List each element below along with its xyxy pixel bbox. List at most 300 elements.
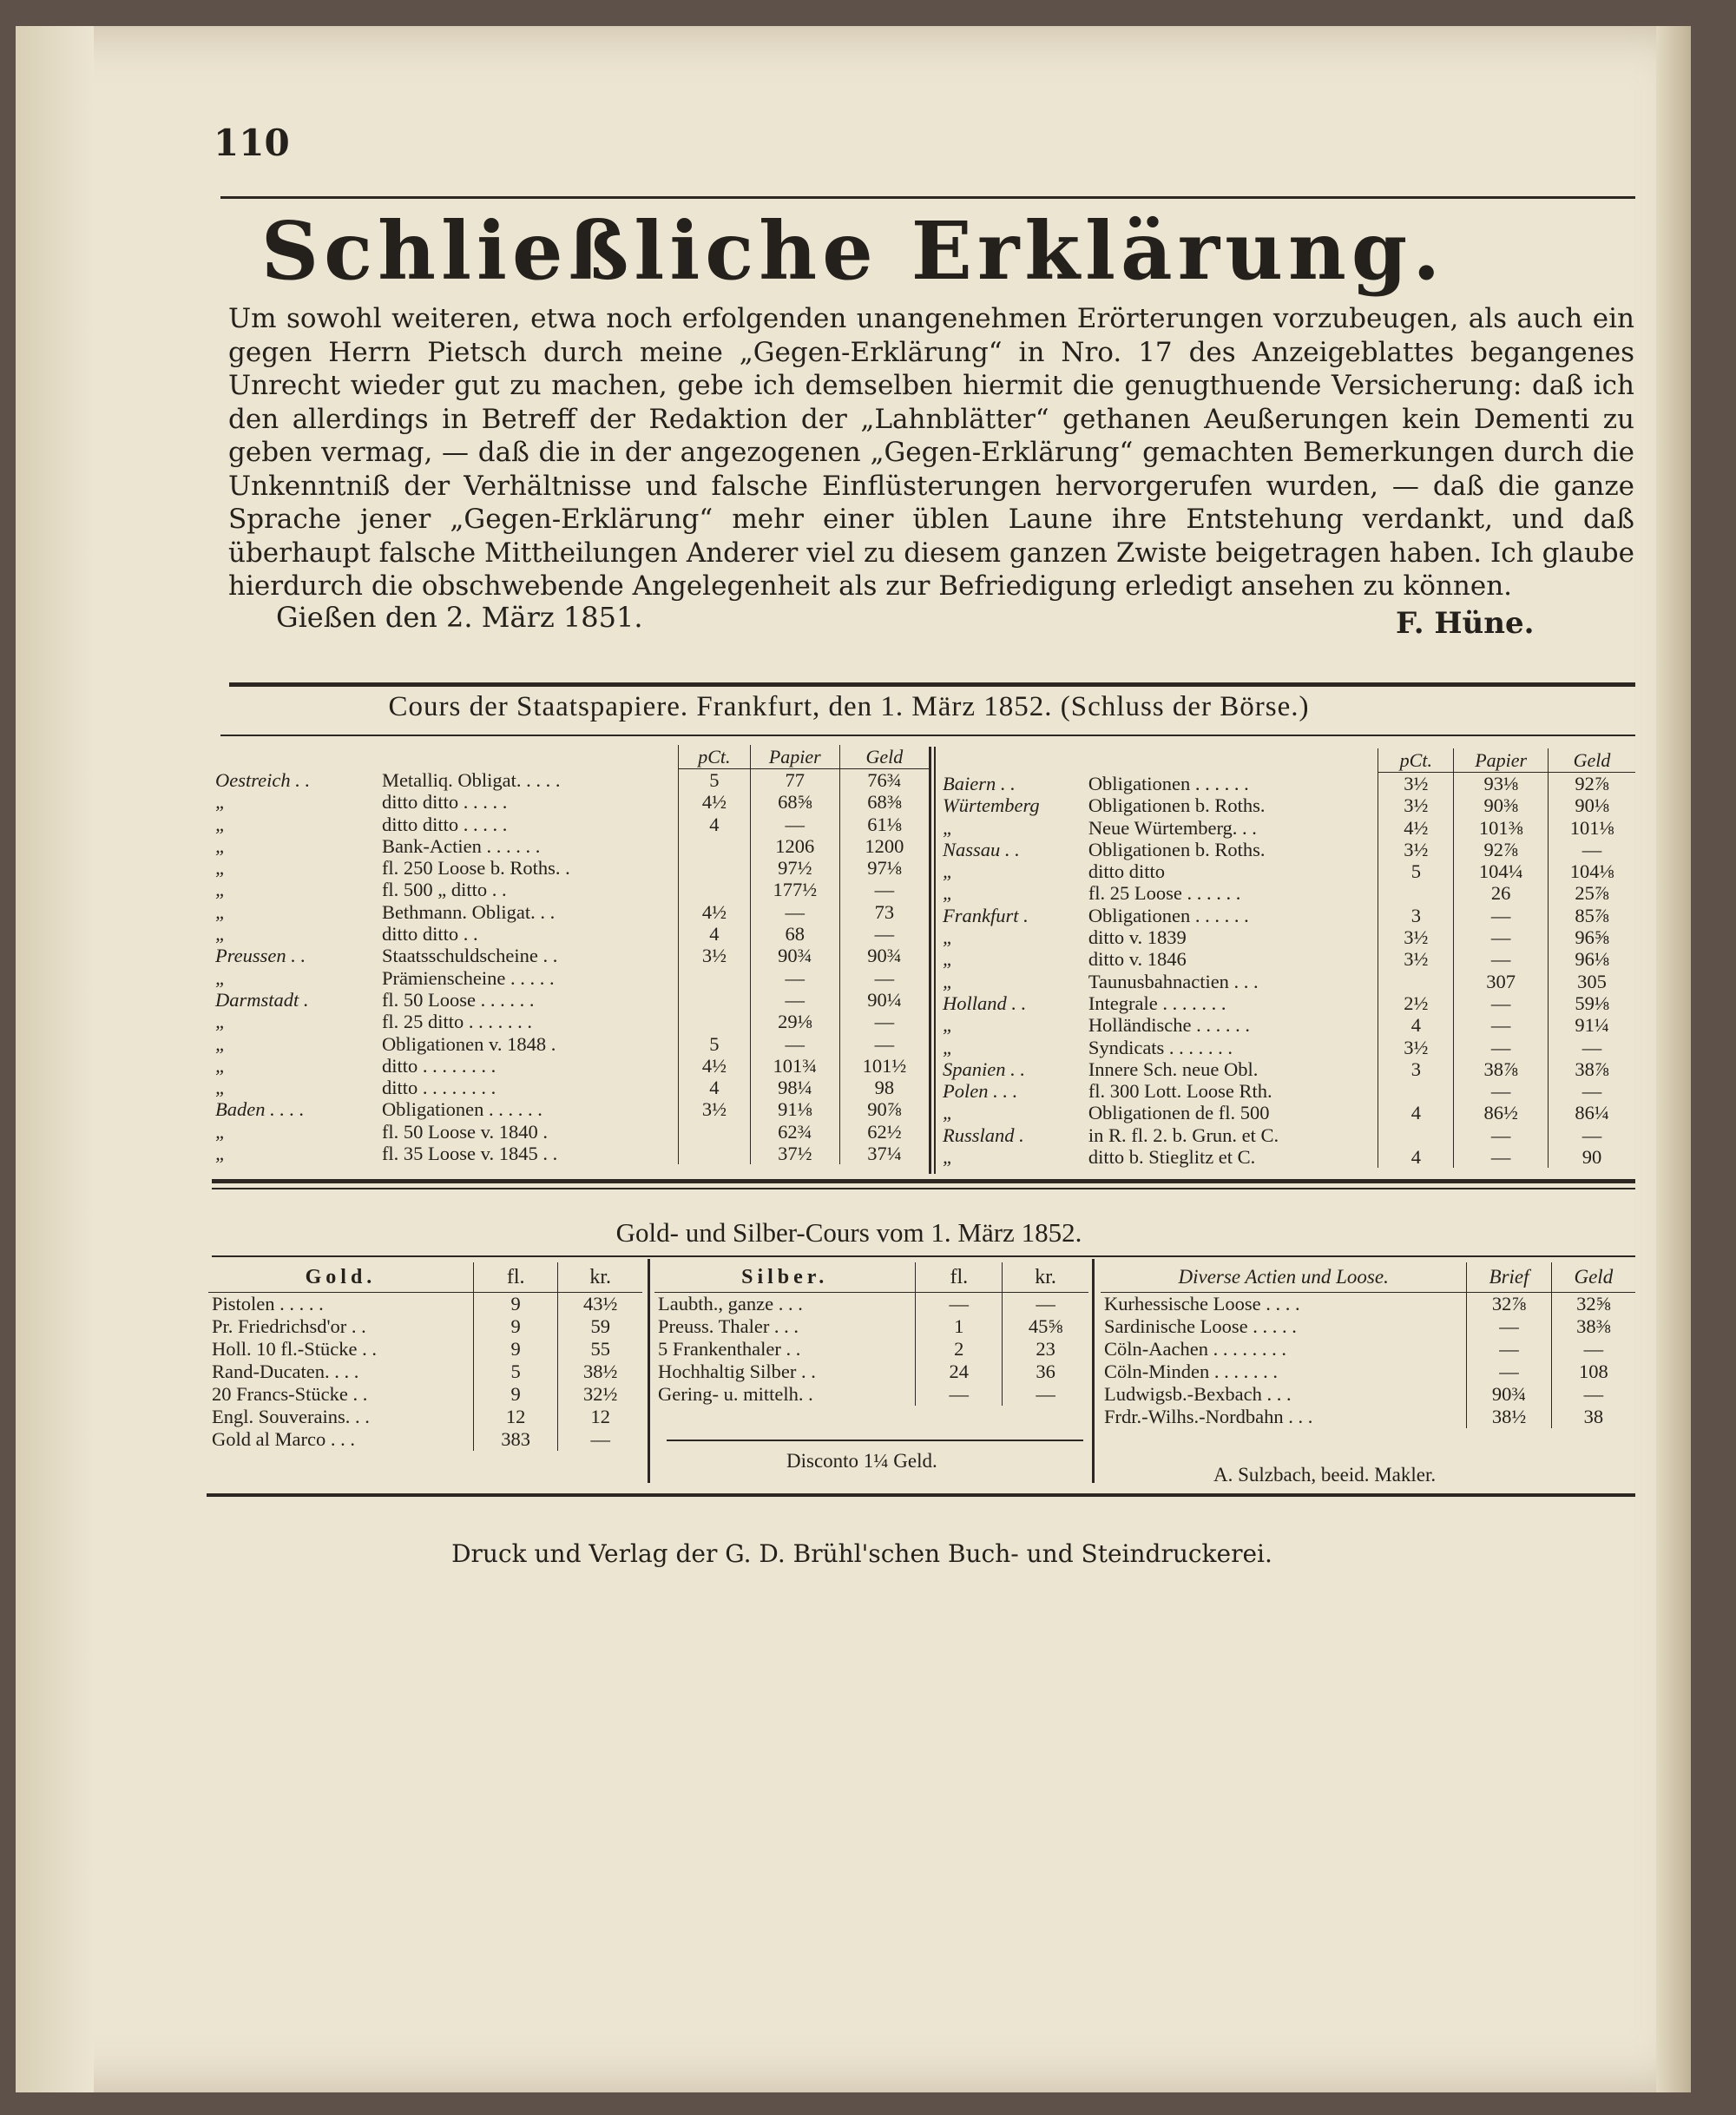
- bond-row-cell: „: [943, 1014, 954, 1037]
- bond-row-cell: ditto ditto: [1088, 860, 1165, 883]
- bond-row-cell: 4: [1378, 1146, 1454, 1168]
- bond-row: [212, 835, 929, 857]
- bond-row-cell: „: [215, 966, 227, 989]
- bond-row: [212, 989, 929, 1011]
- bond-row-cell: „: [215, 1032, 227, 1055]
- bond-row-cell: „: [943, 948, 954, 971]
- silver-row-cell: 2: [916, 1338, 1003, 1361]
- bond-row-cell: 3½: [1378, 773, 1454, 795]
- bond-row-cell: fl. 25 Loose . . . . . .: [1088, 882, 1241, 905]
- gold-row: [208, 1315, 642, 1338]
- silver-row-cell: —: [916, 1383, 1003, 1406]
- silver-row-cell: 36: [1003, 1361, 1088, 1383]
- bond-row-cell: Oestreich . .: [215, 768, 311, 791]
- actien-row: [1101, 1361, 1635, 1383]
- actien-row: [1101, 1383, 1635, 1406]
- bond-row-cell: 92⅞: [1549, 773, 1635, 795]
- gold-row-cell: 20 Francs-Stücke . .: [212, 1383, 368, 1405]
- silver-row: [654, 1293, 1088, 1316]
- bond-row-cell: 3½: [1378, 926, 1454, 948]
- bond-row-cell: [679, 857, 751, 879]
- bond-row: [212, 923, 929, 945]
- gold-row-cell: Rand-Ducaten. . . .: [212, 1361, 359, 1382]
- actien-row-cell: —: [1467, 1361, 1551, 1383]
- gold-row-cell: 5: [473, 1361, 557, 1383]
- silver-row-cell: —: [916, 1293, 1003, 1316]
- gold-row-cell: —: [558, 1428, 642, 1451]
- gold-row-cell: Pr. Friedrichsd'or . .: [212, 1315, 366, 1337]
- bond-row-cell: 4: [679, 923, 751, 945]
- silver-row-cell: Preuss. Thaler . . .: [658, 1315, 799, 1337]
- bond-row-cell: —: [750, 989, 839, 1011]
- bond-row-cell: Integrale . . . . . . .: [1088, 992, 1226, 1014]
- actien-row-cell: Ludwigsb.-Bexbach . . .: [1104, 1383, 1292, 1405]
- actien-row: [1101, 1406, 1635, 1428]
- bond-row: [939, 948, 1635, 970]
- bond-row-cell: [679, 1121, 751, 1143]
- bond-row-cell: 101¾: [750, 1055, 839, 1077]
- bond-row: [939, 971, 1635, 992]
- bond-row-cell: —: [750, 1033, 839, 1055]
- table-divider-inner: [934, 747, 936, 1174]
- bond-row-cell: Darmstadt .: [215, 988, 309, 1011]
- bond-row-cell: 90¾: [750, 945, 839, 966]
- bond-row-cell: 29⅛: [750, 1011, 839, 1032]
- bond-row-cell: —: [839, 1033, 929, 1055]
- gold-row-cell: 9: [473, 1315, 557, 1338]
- bond-row: [212, 1121, 929, 1143]
- bond-row: [939, 992, 1635, 1014]
- gold-header: Gold.: [208, 1262, 473, 1293]
- bond-row-cell: Polen . . .: [943, 1080, 1018, 1103]
- bond-row-cell: —: [1454, 992, 1549, 1014]
- bond-row-cell: „: [215, 900, 227, 923]
- bond-table-left: [212, 745, 929, 1164]
- bond-row-cell: 5: [1378, 860, 1454, 882]
- gold-row-cell: Engl. Souverains. . .: [212, 1406, 370, 1427]
- bond-row-cell: Würtemberg: [943, 794, 1040, 817]
- bond-row-cell: „: [943, 816, 954, 839]
- silver-row-cell: 24: [916, 1361, 1003, 1383]
- silver-actien-divider: [1092, 1259, 1095, 1483]
- bond-row-cell: 1206: [750, 835, 839, 857]
- cours-rule-top: [220, 735, 1635, 736]
- page-edge-right: [1656, 26, 1691, 2092]
- signature: F. Hüne.: [1396, 606, 1535, 641]
- bond-row-cell: —: [1454, 1124, 1549, 1146]
- bond-row-cell: Preussen . .: [215, 945, 306, 967]
- silver-row: [654, 1383, 1088, 1406]
- bond-row: [939, 1146, 1635, 1168]
- bond-row-cell: fl. 250 Loose b. Roths. .: [381, 857, 570, 880]
- broker-signature: A. Sulzbach, beeid. Makler.: [1213, 1464, 1437, 1486]
- bond-row-cell: 90¾: [839, 945, 929, 966]
- bond-row-cell: Obligationen b. Roths.: [1088, 794, 1266, 817]
- bond-row-cell: 98: [839, 1077, 929, 1098]
- bond-row-cell: 91⅛: [750, 1098, 839, 1120]
- bond-row-cell: 38⅞: [1454, 1058, 1549, 1080]
- bond-row-cell: 101½: [839, 1055, 929, 1077]
- bond-row-cell: Syndicats . . . . . . .: [1088, 1036, 1233, 1058]
- declaration-body: Um sowohl weiteren, etwa noch erfolgenden unangenehmen Erörterungen vorzubeugen, als auch ein gegen Herrn Pietsch durch meine „Gegen-Erklärung“ in Nro. 17 des Anzeigeblattes begangenes Unrecht wieder gut zu machen, gebe ich demselben hiermit die genugthuende Versicherung: daß ich den allerdings in Betreff der Redaktion der „Lahnblätter“ gethanen Aeußerungen kein Dementi zu geben vermag, — daß die in der angezogenen „Gegen-Erklärung“ gemachten Bemerkungen durch die Unkenntniß der Verhältnisse und falsche Einflüsterungen hervorgerufen wurden, — daß die ganze Sprache jener „Gegen-Erklärung“ mehr einer üblen Laune ihre Entstehung verdankt, und daß überhaupt falsche Mittheilungen Anderer viel zu diesem ganzen Zwiste beigetragen haben. Ich glaube hierdurch die obschwebende Angelegenheit als zur Befriedigung erledigt ansehen zu können.: [228, 303, 1634, 602]
- bond-row: [212, 1055, 929, 1077]
- bond-row-cell: 61⅛: [839, 814, 929, 835]
- gold-row: [208, 1361, 642, 1383]
- bond-row-cell: 85⅞: [1549, 905, 1635, 926]
- bond-row-cell: 37½: [750, 1143, 839, 1164]
- bond-row: [212, 879, 929, 900]
- gold-row: [208, 1338, 642, 1361]
- bond-row-cell: ditto v. 1846: [1088, 948, 1187, 971]
- actien-row: [1101, 1315, 1635, 1338]
- col-geld-right: Geld: [1549, 748, 1635, 773]
- bond-row-cell: 3: [1378, 1058, 1454, 1080]
- silver-table: [654, 1262, 1088, 1406]
- bond-row-cell: Obligationen . . . . . .: [1088, 904, 1249, 926]
- bond-row-cell: 97⅛: [839, 857, 929, 879]
- bond-row: [939, 773, 1635, 795]
- bond-row-cell: 93⅛: [1454, 773, 1549, 795]
- bond-row: [939, 1037, 1635, 1058]
- bond-row-cell: „: [215, 879, 227, 901]
- bond-row-cell: 3½: [1378, 948, 1454, 970]
- bond-row-cell: 5: [679, 1033, 751, 1055]
- gold-row-cell: Gold al Marco . . .: [212, 1428, 355, 1450]
- bond-row-cell: 37¼: [839, 1143, 929, 1164]
- bond-row-cell: 96⅝: [1549, 926, 1635, 948]
- gold-fl-header: fl.: [473, 1262, 557, 1293]
- bond-row-cell: —: [750, 901, 839, 923]
- gold-table: [208, 1262, 642, 1451]
- bond-row-cell: 104⅛: [1549, 860, 1635, 882]
- bond-row-cell: [1378, 971, 1454, 992]
- bond-row-cell: 77: [750, 769, 839, 792]
- gold-row-cell: Holl. 10 fl.-Stücke . .: [212, 1338, 377, 1360]
- gold-row-cell: 9: [473, 1293, 557, 1316]
- bond-row-cell: —: [1454, 905, 1549, 926]
- bond-row-cell: Spanien . .: [943, 1058, 1025, 1080]
- actien-row-cell: 38½: [1467, 1406, 1551, 1428]
- bond-row-cell: —: [1454, 1146, 1549, 1168]
- bond-row-cell: —: [1454, 1080, 1549, 1102]
- bond-row-cell: Obligationen v. 1848 .: [381, 1032, 556, 1055]
- table-divider: [929, 747, 931, 1174]
- bond-row: [939, 860, 1635, 882]
- col-pct-right: pCt.: [1378, 748, 1454, 773]
- bond-row-cell: 3½: [1378, 1037, 1454, 1058]
- bond-row-cell: fl. 500 „ ditto . .: [381, 879, 507, 901]
- bond-row-cell: Nassau . .: [943, 838, 1020, 860]
- bond-row-cell: 90⅛: [1549, 794, 1635, 816]
- bond-row-cell: „: [215, 1054, 227, 1077]
- bond-row: [212, 1033, 929, 1055]
- silver-row-cell: 5 Frankenthaler . .: [658, 1338, 801, 1360]
- bond-row-cell: [679, 967, 751, 989]
- bond-row-cell: ditto b. Stieglitz et C.: [1088, 1146, 1256, 1169]
- bond-row-cell: [1378, 1124, 1454, 1146]
- gold-row: [208, 1293, 642, 1316]
- bond-row: [212, 791, 929, 813]
- bond-row-cell: 305: [1549, 971, 1635, 992]
- bond-row: [212, 814, 929, 835]
- newspaper-page: [16, 26, 1691, 2092]
- section-rule: [229, 682, 1635, 687]
- bond-row-cell: „: [943, 926, 954, 949]
- bond-row-cell: 4½: [679, 901, 751, 923]
- bond-row-cell: 96⅛: [1549, 948, 1635, 970]
- bond-row: [939, 817, 1635, 839]
- page-number: 110: [214, 122, 290, 164]
- bond-row-cell: 68⅝: [750, 791, 839, 813]
- silver-row-cell: 1: [916, 1315, 1003, 1338]
- bond-row-cell: 4: [1378, 1102, 1454, 1123]
- bond-row-cell: „: [943, 882, 954, 905]
- actien-row-cell: Cöln-Minden . . . . . . .: [1104, 1361, 1278, 1382]
- bond-row-cell: „: [943, 1102, 954, 1124]
- bond-row-cell: „: [943, 1036, 954, 1058]
- discount-rate: Disconto 1¼ Geld.: [786, 1450, 937, 1472]
- bond-row-cell: —: [750, 967, 839, 989]
- bond-row-cell: Obligationen . . . . . .: [1088, 772, 1249, 794]
- bond-row-cell: 177½: [750, 879, 839, 900]
- bond-row-cell: fl. 35 Loose v. 1845 . .: [381, 1143, 558, 1165]
- bond-row-cell: 92⅞: [1454, 839, 1549, 860]
- bond-row-cell: Staatsschuldscheine . .: [381, 945, 558, 967]
- gold-row-cell: 59: [558, 1315, 642, 1338]
- actien-row-cell: Sardinische Loose . . . . .: [1104, 1315, 1297, 1337]
- gold-row: [208, 1383, 642, 1406]
- bond-row-cell: 90: [1549, 1146, 1635, 1168]
- actien-row-cell: 90¾: [1467, 1383, 1551, 1406]
- imprint: Druck und Verlag der G. D. Brühl'schen Buch- und Steindruckerei.: [451, 1539, 1272, 1568]
- bond-row-cell: „: [215, 834, 227, 857]
- actien-brief-header: Brief: [1467, 1262, 1551, 1293]
- col-papier: Papier: [750, 745, 839, 769]
- silver-row: [654, 1361, 1088, 1383]
- header-rule: [220, 196, 1635, 199]
- bond-row-cell: 90¼: [839, 989, 929, 1011]
- bond-row: [939, 905, 1635, 926]
- bond-row-cell: 101⅜: [1454, 817, 1549, 839]
- gold-row-cell: 12: [558, 1406, 642, 1428]
- actien-row-cell: —: [1551, 1383, 1635, 1406]
- bond-row-cell: Obligationen de fl. 500: [1088, 1102, 1270, 1124]
- bond-row-cell: Obligationen . . . . . .: [381, 1098, 542, 1121]
- col-pct: pCt.: [679, 745, 751, 769]
- bond-row-cell: 4: [679, 814, 751, 835]
- bond-row-cell: ditto . . . . . . . .: [381, 1054, 496, 1077]
- bond-row-cell: —: [1549, 1037, 1635, 1058]
- actien-row-cell: Frdr.-Wilhs.-Nordbahn . . .: [1104, 1406, 1313, 1427]
- bond-row-cell: Prämienscheine . . . . .: [381, 966, 555, 989]
- gold-row: [208, 1406, 642, 1428]
- bond-row-cell: „: [943, 1146, 954, 1169]
- bond-row: [939, 1102, 1635, 1123]
- gold-row-cell: 12: [473, 1406, 557, 1428]
- actien-row-cell: Cöln-Aachen . . . . . . . .: [1104, 1338, 1286, 1360]
- bond-row-cell: ditto . . . . . . . .: [381, 1077, 496, 1099]
- cours-rule-bottom-thin: [212, 1188, 1635, 1189]
- gold-rule-top: [212, 1255, 1635, 1257]
- bond-row: [212, 1011, 929, 1032]
- bond-row-cell: 68⅜: [839, 791, 929, 813]
- bond-row-cell: —: [1454, 1037, 1549, 1058]
- bond-row-cell: 101⅛: [1549, 817, 1635, 839]
- bond-row-cell: 1200: [839, 835, 929, 857]
- bond-row-cell: Bethmann. Obligat. . .: [381, 900, 556, 923]
- bond-row-cell: Baiern . .: [943, 772, 1016, 794]
- bond-row-cell: 3½: [1378, 839, 1454, 860]
- bond-row: [939, 1080, 1635, 1102]
- bond-row: [939, 1014, 1635, 1036]
- bond-row: [939, 1124, 1635, 1146]
- actien-header: Diverse Actien und Loose.: [1101, 1262, 1467, 1293]
- bond-row-cell: 3½: [679, 945, 751, 966]
- bond-row-cell: —: [1549, 1124, 1635, 1146]
- bond-table-right: [939, 748, 1635, 1168]
- bond-row-cell: Russland .: [943, 1123, 1024, 1146]
- bond-row-cell: —: [839, 1011, 929, 1032]
- gold-row-cell: 32½: [558, 1383, 642, 1406]
- bond-row-cell: Holländische . . . . . .: [1088, 1014, 1251, 1037]
- bond-row-cell: fl. 50 Loose . . . . . .: [381, 988, 535, 1011]
- bond-row: [939, 926, 1635, 948]
- silver-row: [654, 1338, 1088, 1361]
- bond-row-cell: 4: [679, 1077, 751, 1098]
- bond-row: [212, 857, 929, 879]
- gold-row-cell: 38½: [558, 1361, 642, 1383]
- silver-kr-header: kr.: [1003, 1262, 1088, 1293]
- bond-row-cell: 26: [1454, 882, 1549, 904]
- gold-kr-header: kr.: [558, 1262, 642, 1293]
- actien-row: [1101, 1338, 1635, 1361]
- bond-row-cell: [679, 989, 751, 1011]
- bond-row-cell: 59⅛: [1549, 992, 1635, 1014]
- bond-row-cell: —: [1549, 839, 1635, 860]
- silver-row-cell: 23: [1003, 1338, 1088, 1361]
- gold-row-cell: 9: [473, 1383, 557, 1406]
- gold-row-cell: Pistolen . . . . .: [212, 1293, 324, 1314]
- bond-row-cell: 38⅞: [1549, 1058, 1635, 1080]
- bond-row-cell: „: [215, 1120, 227, 1143]
- actien-row-cell: 38⅜: [1551, 1315, 1635, 1338]
- silver-fl-header: fl.: [916, 1262, 1003, 1293]
- bond-row-cell: „: [215, 1077, 227, 1099]
- silver-row: [654, 1315, 1088, 1338]
- bond-row: [212, 1098, 929, 1120]
- bond-row-cell: 25⅞: [1549, 882, 1635, 904]
- bond-row-cell: Holland . .: [943, 992, 1027, 1014]
- cours-title: Cours der Staatspapiere. Frankfurt, den 1. März 1852. (Schluss der Börse.): [388, 691, 1310, 722]
- actien-row-cell: 32⅞: [1467, 1293, 1551, 1316]
- col-papier-right: Papier: [1454, 748, 1549, 773]
- bond-row-cell: „: [943, 970, 954, 992]
- silver-row-cell: Laubth., ganze . . .: [658, 1293, 803, 1314]
- bond-row: [212, 901, 929, 923]
- gold-silver-title: Gold- und Silber-Cours vom 1. März 1852.: [615, 1217, 1082, 1248]
- actien-row-cell: —: [1551, 1338, 1635, 1361]
- bond-row-cell: „: [215, 791, 227, 814]
- place-date: Gießen den 2. März 1851.: [276, 601, 643, 634]
- bond-row: [212, 1077, 929, 1098]
- bond-row-cell: —: [839, 967, 929, 989]
- bond-row-cell: 307: [1454, 971, 1549, 992]
- bond-row-cell: „: [215, 813, 227, 835]
- bond-row-cell: [1378, 1080, 1454, 1102]
- gold-row-cell: 43½: [558, 1293, 642, 1316]
- bond-row-cell: —: [1454, 948, 1549, 970]
- bond-row-cell: 2½: [1378, 992, 1454, 1014]
- bond-row-cell: 62½: [839, 1121, 929, 1143]
- bond-row-cell: 3½: [1378, 794, 1454, 816]
- bond-row-cell: Taunusbahnactien . . .: [1088, 970, 1259, 992]
- actien-row-cell: —: [1467, 1315, 1551, 1338]
- bond-row-cell: —: [1454, 926, 1549, 948]
- bond-row-cell: Metalliq. Obligat. . . . .: [381, 768, 561, 791]
- gold-rule-bottom: [207, 1493, 1635, 1497]
- bond-row-cell: Bank-Actien . . . . . .: [381, 834, 541, 857]
- bond-row-cell: [679, 835, 751, 857]
- bond-row: [212, 967, 929, 989]
- silver-row-cell: Gering- u. mittelh. .: [658, 1383, 813, 1405]
- bond-row-cell: „: [943, 860, 954, 883]
- gold-row: [208, 1428, 642, 1451]
- bond-row-cell: —: [839, 879, 929, 900]
- gold-row-cell: 383: [473, 1428, 557, 1451]
- bond-row-cell: —: [750, 814, 839, 835]
- bond-row-cell: [679, 879, 751, 900]
- bond-row-cell: Obligationen b. Roths.: [1088, 838, 1266, 860]
- actien-table: [1101, 1262, 1635, 1428]
- actien-geld-header: Geld: [1551, 1262, 1635, 1293]
- silver-row-cell: —: [1003, 1383, 1088, 1406]
- bond-row-cell: [679, 1143, 751, 1164]
- bond-row-cell: [1378, 882, 1454, 904]
- bond-row-cell: 4: [1378, 1014, 1454, 1036]
- bond-row-cell: 4½: [679, 791, 751, 813]
- bond-row-cell: 3½: [679, 1098, 751, 1120]
- bond-row-cell: 4½: [1378, 817, 1454, 839]
- page-edge-left: [16, 26, 94, 2092]
- bond-row-cell: in R. fl. 2. b. Grun. et C.: [1088, 1123, 1279, 1146]
- bond-row-cell: ditto ditto . .: [381, 923, 478, 945]
- bond-row-cell: ditto v. 1839: [1088, 926, 1187, 949]
- bond-row-cell: 5: [679, 769, 751, 792]
- bond-row: [212, 945, 929, 966]
- bond-row-cell: Innere Sch. neue Obl.: [1088, 1058, 1259, 1080]
- discount-rule: [667, 1440, 1083, 1441]
- bond-row-cell: Neue Würtemberg. . .: [1088, 816, 1257, 839]
- bond-row-cell: —: [839, 923, 929, 945]
- gold-row-cell: 9: [473, 1338, 557, 1361]
- bond-row-cell: 91¼: [1549, 1014, 1635, 1036]
- bond-row-cell: 98¼: [750, 1077, 839, 1098]
- actien-row-cell: 38: [1551, 1406, 1635, 1428]
- bond-row-cell: „: [215, 1011, 227, 1033]
- silver-row-cell: —: [1003, 1293, 1088, 1316]
- bond-row-cell: ditto ditto . . . . .: [381, 791, 508, 814]
- actien-row-cell: 108: [1551, 1361, 1635, 1383]
- bond-row-cell: „: [215, 923, 227, 945]
- bond-row-cell: —: [1549, 1080, 1635, 1102]
- bond-row-cell: 104¼: [1454, 860, 1549, 882]
- bond-row-cell: fl. 300 Lott. Loose Rth.: [1088, 1080, 1272, 1103]
- silver-row-cell: Hochhaltig Silber . .: [658, 1361, 816, 1382]
- bond-row-cell: 90⅞: [839, 1098, 929, 1120]
- col-geld: Geld: [839, 745, 929, 769]
- bond-row-cell: „: [215, 857, 227, 880]
- bond-row-cell: [679, 1011, 751, 1032]
